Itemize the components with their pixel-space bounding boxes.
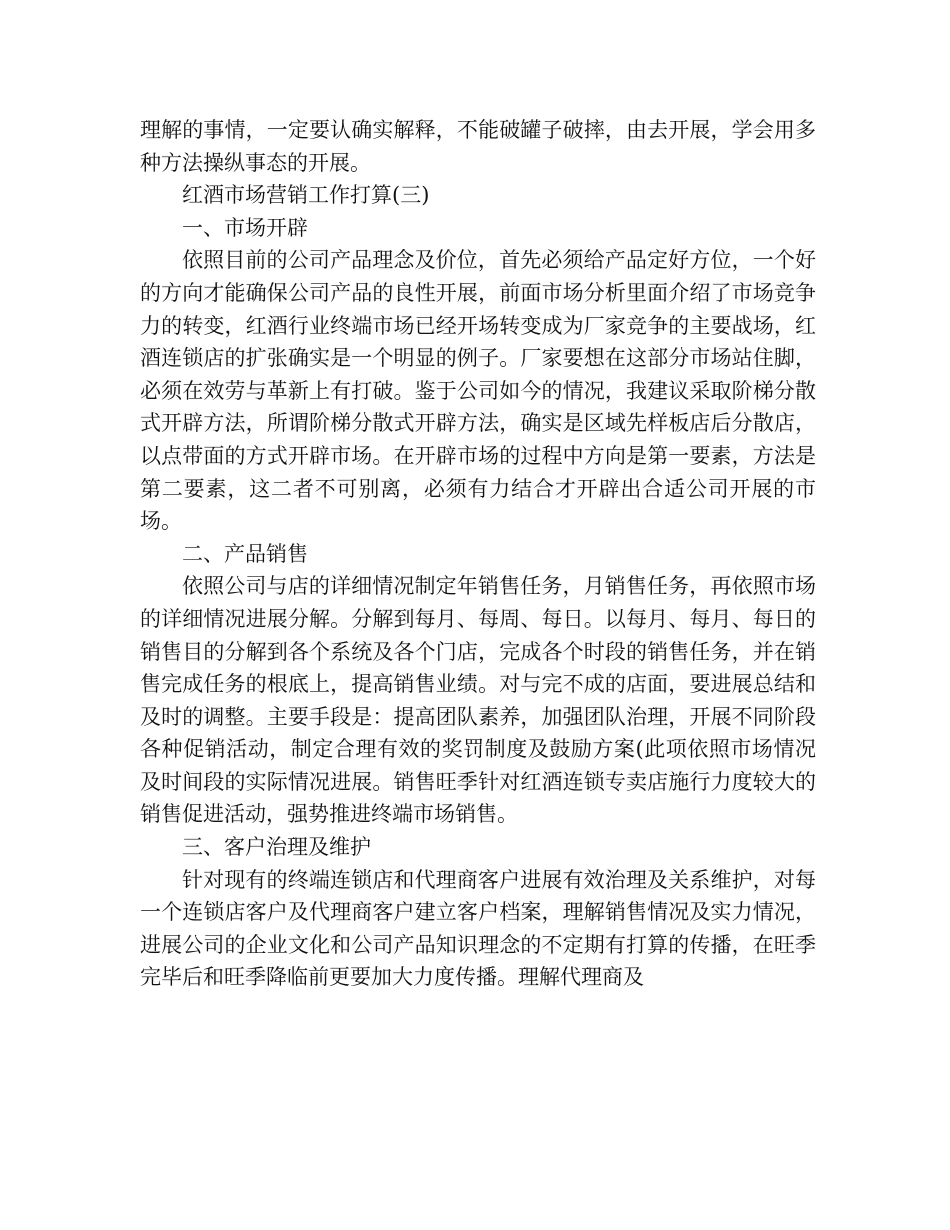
paragraph-customer-management: 针对现有的终端连锁店和代理商客户进展有效治理及关系维护，对每一个连锁店客户及代理商客户建立客户档案，理解销售情况及实力情况，进展公司的企业文化和公司产品知识理念的不定期有打算的传播，在旺季完毕后和旺季降临前更要加大力度传播。理解代理商及	[140, 867, 816, 990]
heading-product-sales: 二、产品销售	[182, 541, 308, 566]
section-title: 红酒市场营销工作打算(三)	[182, 183, 430, 208]
paragraph-continuation: 理解的事情，一定要认确实解释，不能破罐子破摔，由去开展，学会用多种方法操纵事态的开展。	[140, 118, 816, 175]
heading-customer-management: 三、客户治理及维护	[182, 835, 371, 860]
paragraph-product-sales: 依照公司与店的详细情况制定年销售任务，月销售任务，再依照市场的详细情况进展分解。分解到每月、每周、每日。以每月、每月、每日的销售目的分解到各个系统及各个门店，完成各个时段的销售任务，并在销售完成任务的根底上，提高销售业绩。对与完不成的店面，要进展总结和及时的调整。主要手段是：提高团队素养，加强团队治理，开展不同阶段各种促销活动，制定合理有效的奖罚制度及鼓励方案(此项依照市场情况及时间段的实际情况进展。销售旺季针对红酒连锁专卖店施行力度较大的销售促进活动，强势推进终端市场销售。	[140, 574, 816, 827]
document-page	[140, 114, 816, 994]
paragraph-market-development: 依照目前的公司产品理念及价位，首先必须给产品定好方位，一个好的方向才能确保公司产品的良性开展，前面市场分析里面介绍了市场竞争力的转变，红酒行业终端市场已经开场转变成为厂家竞争的主要战场，红酒连锁店的扩张确实是一个明显的例子。厂家要想在这部分市场站住脚，必须在效劳与革新上有打破。鉴于公司如今的情况，我建议采取阶梯分散式开辟方法，所谓阶梯分散式开辟方法，确实是区域先样板店后分散店，以点带面的方式开辟市场。在开辟市场的过程中方向是第一要素，方法是第二要素，这二者不可别离，必须有力结合才开辟出合适公司开展的市场。	[140, 248, 816, 534]
heading-market-development: 一、市场开辟	[182, 215, 308, 240]
